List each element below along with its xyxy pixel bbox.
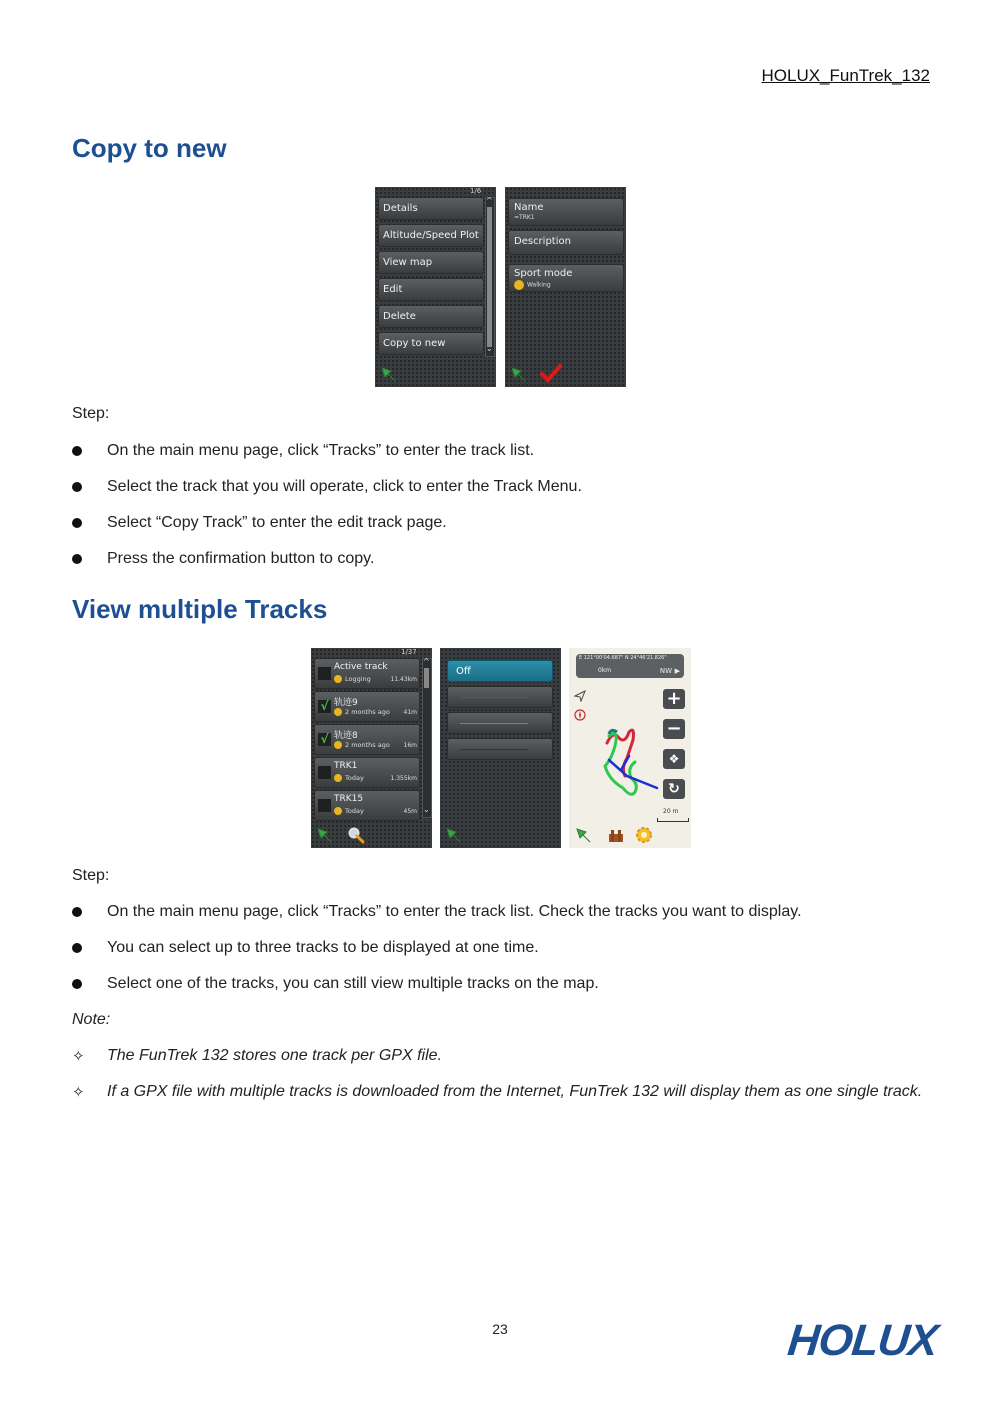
description-field-label: Description — [514, 236, 571, 247]
track-status — [334, 675, 371, 683]
menu-item-delete[interactable]: Delete — [378, 305, 484, 328]
track-checkbox[interactable]: √ — [318, 733, 331, 746]
sport-mode-label: Sport mode — [514, 268, 573, 279]
green-line — [460, 723, 528, 724]
blue-line — [460, 749, 528, 750]
back-arrow-icon[interactable] — [380, 365, 398, 383]
zoom-in-button[interactable]: + — [663, 689, 685, 709]
step-text: On the main menu page, click “Tracks” to enter the track list. — [107, 442, 535, 459]
bullet — [72, 518, 82, 528]
track-name: 轨迹9 — [334, 698, 358, 708]
note-item — [72, 1043, 930, 1069]
sport-icon — [334, 774, 342, 782]
scale-bar — [657, 818, 689, 822]
track-checkbox[interactable] — [318, 766, 331, 779]
track-status-text: Today — [345, 807, 364, 815]
map-heading: NW — [659, 667, 672, 675]
color-option-off[interactable] — [447, 660, 553, 682]
color-option-red[interactable] — [447, 686, 553, 708]
track-checkbox[interactable] — [318, 667, 331, 680]
menu-item-details[interactable]: Details — [378, 197, 484, 220]
note-label: Note: — [72, 1011, 111, 1028]
settings-gear-icon[interactable] — [635, 826, 653, 844]
waypoint-tool-icon[interactable] — [607, 828, 625, 844]
menu-item-altitude-speed-plot[interactable]: Altitude/Speed Plot — [378, 224, 484, 247]
zoom-out-button[interactable]: − — [663, 719, 685, 739]
menu-item-view-map[interactable]: View map — [378, 251, 484, 274]
scroll-up-icon[interactable]: ^ — [423, 657, 430, 666]
track-status-text: 2 months ago — [345, 741, 390, 749]
sport-icon — [334, 807, 342, 815]
map-screen — [569, 648, 691, 848]
rotate-button[interactable]: ↻ — [663, 779, 685, 799]
diamond-bullet-icon: ✧ — [72, 1047, 85, 1065]
track-distance: 1.355km — [390, 775, 417, 782]
sport-mode-value: Walking — [527, 281, 551, 289]
step-text: On the main menu page, click “Tracks” to enter the track list. Check the tracks you want to display. — [107, 903, 802, 920]
description-field[interactable] — [508, 230, 624, 255]
section-heading-view-multiple-tracks: View multiple Tracks — [72, 594, 328, 624]
track-name: TRK15 — [334, 794, 364, 804]
step-text: Select one of the tracks, you can still view multiple tracks on the map. — [107, 975, 599, 992]
track-list-screen — [311, 648, 432, 848]
menu-item-copy-to-new[interactable]: Copy to new — [378, 332, 484, 355]
back-arrow-icon[interactable] — [316, 826, 334, 844]
track-checkbox[interactable] — [318, 799, 331, 812]
search-icon[interactable] — [347, 826, 365, 844]
bullet — [72, 907, 82, 917]
track-color-screen — [440, 648, 561, 848]
track-name: Active track — [334, 662, 388, 672]
bullet — [72, 979, 82, 989]
track-status — [334, 741, 390, 749]
sport-icon — [334, 675, 342, 683]
bullet — [72, 554, 82, 564]
map-scale: 20 m — [663, 808, 679, 815]
map-speed: 0km — [598, 667, 612, 674]
note-text: If a GPX file with multiple tracks is downloaded from the Internet, FunTrek 132 will display them as one single track. — [107, 1083, 923, 1100]
page-number: 23 — [492, 1321, 508, 1337]
step-text: Select the track that you will operate, click to enter the Track Menu. — [107, 478, 582, 495]
track-list-item[interactable] — [314, 757, 420, 788]
track-status — [334, 708, 390, 716]
step-text: You can select up to three tracks to be displayed at one time. — [107, 939, 539, 956]
track-distance: 45m — [403, 808, 417, 815]
heading-arrow-icon: ▶ — [674, 667, 680, 675]
name-field-label: Name — [514, 202, 544, 213]
color-option-green[interactable] — [447, 712, 553, 734]
walking-icon — [514, 280, 524, 290]
color-off-label: Off — [456, 666, 471, 677]
track-list-item[interactable] — [314, 724, 420, 755]
back-arrow-icon[interactable] — [575, 826, 593, 844]
track-list-scroll-thumb[interactable] — [424, 668, 429, 688]
name-field[interactable] — [508, 198, 624, 226]
track-status — [334, 774, 364, 782]
copy-track-edit-screen — [505, 187, 626, 387]
track-list-item[interactable] — [314, 658, 420, 689]
step-text: Select “Copy Track” to enter the edit track page. — [107, 514, 447, 531]
sport-icon — [334, 741, 342, 749]
menu-item-edit[interactable]: Edit — [378, 278, 484, 301]
bullet — [72, 482, 82, 492]
track-distance: 16m — [403, 742, 417, 749]
track-status — [334, 807, 364, 815]
step-label-1: Step: — [72, 405, 110, 422]
name-field-value: =TRK1 — [514, 214, 535, 221]
track-status-text: Today — [345, 774, 364, 782]
track-checkbox[interactable]: √ — [318, 700, 331, 713]
track-distance: 41m — [403, 709, 417, 716]
sport-icon — [334, 708, 342, 716]
map-coordinates: E 121°00'04.687" N 24°46'21.826" — [579, 655, 667, 661]
track-status-text: Logging — [345, 675, 371, 683]
pin-button[interactable]: ❖ — [663, 749, 685, 769]
track-name: 轨迹8 — [334, 731, 358, 741]
track-list-item[interactable] — [314, 691, 420, 722]
track-distance: 11.43km — [390, 676, 417, 683]
track-name: TRK1 — [334, 761, 358, 771]
red-line — [460, 697, 528, 698]
confirm-check-icon[interactable] — [540, 363, 562, 383]
diamond-bullet-icon: ✧ — [72, 1083, 85, 1101]
note-item — [72, 1079, 930, 1105]
track-status-text: 2 months ago — [345, 708, 390, 716]
back-arrow-icon[interactable] — [445, 826, 463, 844]
track-list-counter: 1/37 — [401, 648, 417, 656]
scroll-down-icon[interactable]: ⌄ — [423, 805, 430, 814]
scroll-down-icon[interactable]: ⌄ — [486, 344, 493, 353]
step-text: Press the confirmation button to copy. — [107, 550, 375, 567]
menu-counter: 1/6 — [470, 187, 482, 195]
color-option-blue[interactable] — [447, 738, 553, 760]
document-header: HOLUX_FunTrek_132 — [761, 66, 930, 85]
scroll-up-icon[interactable]: ^ — [486, 196, 493, 205]
step-label-2: Step: — [72, 867, 110, 884]
holux-logo: HOLUX — [785, 1316, 940, 1365]
track-list-item[interactable] — [314, 790, 420, 821]
bullet — [72, 446, 82, 456]
note-text: The FunTrek 132 stores one track per GPX file. — [107, 1047, 442, 1064]
bullet — [72, 943, 82, 953]
sport-mode-field[interactable] — [508, 264, 624, 292]
menu-scroll-thumb[interactable] — [487, 207, 492, 347]
track-menu-screen — [375, 187, 496, 387]
back-arrow-icon[interactable] — [510, 365, 528, 383]
section-heading-copy-to-new: Copy to new — [72, 133, 227, 163]
